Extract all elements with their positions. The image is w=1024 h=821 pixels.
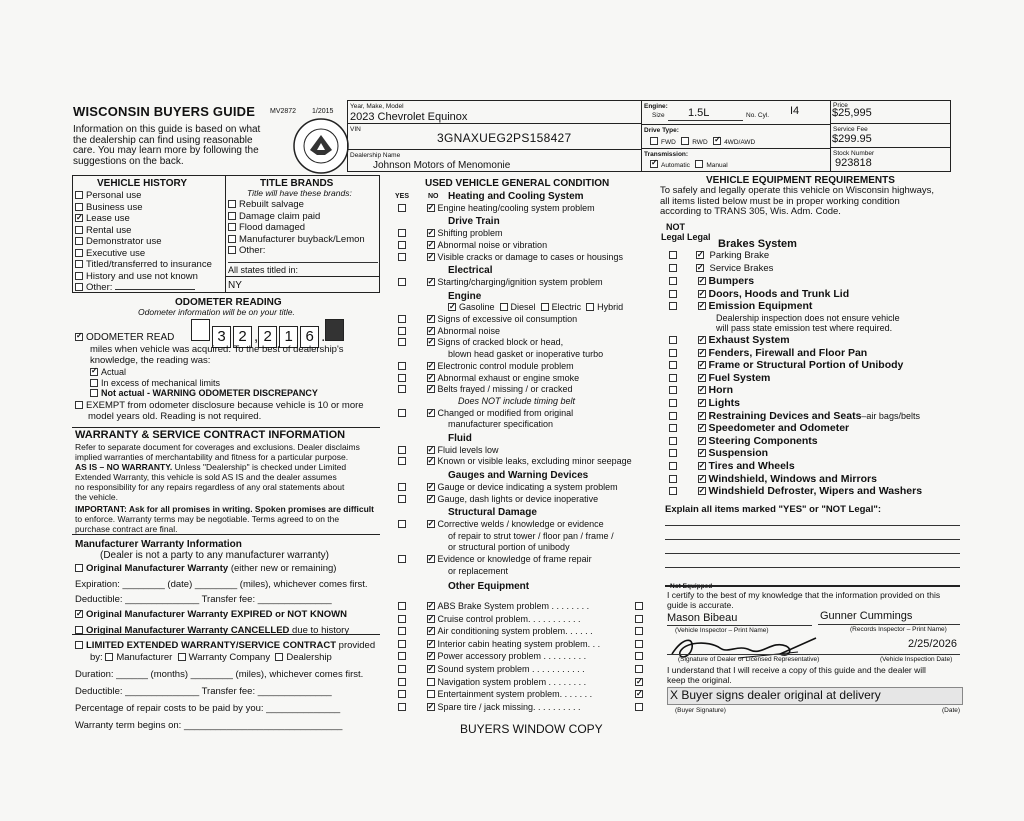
engine-label: Engine:: [644, 103, 668, 110]
cyl-label: No. Cyl.: [746, 112, 770, 119]
inspector-name: Mason Bibeau: [667, 612, 738, 624]
records-name: Gunner Cummings: [820, 610, 913, 622]
mfr-warranty-sub: (Dealer is not a party to any manufacturer warranty): [100, 550, 329, 561]
certify-text: I certify to the best of my knowledge that the information provided on this guide is accurate.: [667, 590, 941, 610]
mfr-warranty-options: Original Manufacturer Warranty (either new or remaining) Expiration: ________ (date) ________ (miles), whichever comes first. Deductible: ______________ Transfer fee: ______________ ✓Original Manufacturer Warranty EXPIRED or NOT KNOWN Original Manufacturer Warranty CANCELLED due to history: [75, 563, 368, 637]
buyers-guide-form: [60, 95, 965, 745]
not-header: NOT: [666, 222, 685, 232]
states-label: All states titled in:: [228, 265, 299, 275]
title-brands-list: Rebuilt salvage Damage claim paid Flood damaged Manufacturer buyback/Lemon Other:: [228, 199, 365, 257]
price-value: $25,995: [832, 107, 872, 119]
vin-value: 3GNAXUEG2PS158427: [437, 131, 572, 145]
trans-label: Transmission:: [644, 151, 689, 158]
odometer-exempt: EXEMPT from odometer disclosure because vehicle is 10 or more model years old. Reading is not required.: [75, 400, 364, 422]
dealer-label: Dealership Name: [350, 152, 401, 159]
fee-label: Service Fee: [833, 126, 868, 133]
trans-options: ✓Automatic Manual: [650, 160, 728, 169]
vin-label: VIN: [350, 126, 361, 133]
stock-label: Stock Number: [833, 150, 875, 157]
equipment-title: VEHICLE EQUIPMENT REQUIREMENTS: [706, 175, 895, 186]
buyer-sig-label: (Buyer Signature): [675, 707, 726, 714]
vehicle-history-title: VEHICLE HISTORY: [97, 178, 188, 189]
equipment-intro: To safely and legally operate this vehicle on Wisconsin highways, all items listed below must be in proper working condition according to TRANS 305, Wis. Adm. Code.: [660, 185, 935, 217]
cyl-value: I4: [790, 105, 800, 117]
odometer-text: miles when vehicle was acquired. To the best of dealership's knowledge, the reading was:: [90, 344, 344, 366]
condition-title: USED VEHICLE GENERAL CONDITION: [425, 178, 610, 189]
limited-warranty: LIMITED EXTENDED WARRANTY/SERVICE CONTRACT provided by: Manufacturer Warranty Company Dealership Duration: ______ (months) ________ (miles), whichever comes first. Deductible: ______________ Transfer fee: ______________ Percentage of repair costs to be paid by you: ______________ Warranty term begins on: ______________________________: [75, 640, 376, 731]
size-value: 1.5L: [688, 107, 710, 119]
legal-header: Legal Legal: [661, 232, 711, 242]
wisdot-seal-icon: [292, 117, 350, 175]
buyer-date-label: (Date): [942, 707, 961, 714]
no-header: NO: [428, 193, 439, 200]
size-label: Size: [652, 112, 665, 119]
warranty-title: WARRANTY & SERVICE CONTRACT INFORMATION: [75, 429, 346, 441]
stock-value: 923818: [835, 157, 872, 169]
ymm-label: Year, Make, Model: [350, 103, 404, 110]
dealer-value: Johnson Motors of Menomonie: [373, 160, 511, 171]
mfr-warranty-title: Manufacturer Warranty Information: [75, 539, 242, 550]
title-brands-title: TITLE BRANDS: [260, 178, 334, 189]
warranty-text: Refer to separate document for coverages and exclusions. Dealer disclaims implied warranties of merchantability and fitness for a particular purpose. AS IS – NO WARRANTY. Unless "Dealership" is checked under Limited Extended Warranty, this vehicle is sold AS IS and the dealer assumes no responsibility for any repairs regardless of any oral statements about the vehicle. IMPORTANT: Ask for all promises in writing. Spoken promises are difficult to enforce. Warranty terms may be negotiable. Terms agreed to on the purchase contract are final.: [75, 442, 374, 534]
other-equipment-list: ✓ABS Brake System problem . . . . . . . . ✓Cruise control problem. . . . . . . . . . . ✓Air conditioning system problem. . . . . . ✓Interior cabin heating system problem. . . ✓Power accessory problem . . . . . . . . . ✓Sound system problem . . . . . . . . . . . Navigation system problem . . . . . . . . ✓ Entertainment system problem. . . . . . . ✓ ✓Spare tire / jack missing. . . . . . . . . .: [398, 600, 718, 713]
condition-list: Heating and Cooling System ✓Engine heating/cooling system problem Drive Train ✓Shifting problem ✓Abnormal noise or vibration ✓Visible cracks or damage to cases or housings Electrical ✓Starting/charging/ignition system problem Engine ✓Gasoline Diesel Electric Hybrid ✓Signs of excessive oil consumption ✓Abnormal noise ✓Signs of cracked block or head, blown head gasket or inoperative turbo ✓Electronic control module problem ✓Abnormal exhaust or engine smoke ✓Belts frayed / missing / or cracked Does NOT include timing belt ✓Changed or modified from original manufacturer specification Fluid ✓Fluid levels low ✓Known or visible leaks, excluding minor seepage Gauges and Warning Devices ✓Gauge or device indicating a system problem ✓Gauge, dash lights or device inoperative Structural Damage ✓Corrective welds / knowledge or evidence of repair to strut tower / floor pan / frame / or structural portion of unibody ✓Evidence or knowledge of frame repair or replacement Other Equipment Not Equipped: [398, 191, 738, 592]
vehicle-history-list: Personal use Business use ✓Lease use Rental use Demonstrator use Executive use Titled/transferred to insurance History and use not known Other:: [75, 190, 212, 294]
brakes-title: Brakes System: [718, 238, 797, 250]
fee-value: $299.95: [832, 133, 872, 145]
explain-label: Explain all items marked "YES" or "NOT Legal":: [665, 504, 881, 515]
window-copy-label: BUYERS WINDOW COPY: [460, 722, 603, 736]
yes-header: YES: [395, 193, 410, 200]
states-value: NY: [228, 280, 242, 291]
odometer-options: ✓Actual In excess of mechanical limits Not actual - WARNING ODOMETER DISCREPANCY: [90, 367, 318, 399]
odometer-title: ODOMETER READING: [175, 297, 282, 308]
form-date: 1/2015: [312, 108, 334, 115]
title-brands-subtitle: Title will have these brands:: [247, 188, 352, 198]
form-number: MV2872: [270, 108, 297, 115]
records-label: (Records Inspector – Print Name): [850, 626, 947, 633]
understand-text: I understand that I will receive a copy of this guide and the dealer will keep the original.: [667, 665, 926, 685]
drive-label: Drive Type:: [644, 127, 679, 134]
inspection-date-label: (Vehicle Inspection Date): [880, 656, 953, 663]
drive-options: FWD RWD ✓ 4WD/AWD: [650, 137, 755, 146]
odometer-digits: 3 2 , 2 1 6 .: [191, 319, 346, 348]
odometer-subtitle: Odometer information will be on your title.: [138, 307, 295, 317]
odometer-read-label: ✓ODOMETER READ: [75, 332, 174, 344]
form-title: WISCONSIN BUYERS GUIDE: [73, 104, 256, 119]
buyer-signature-text: X Buyer signs dealer original at delivery: [670, 688, 881, 702]
inspector-label: (Vehicle Inspector – Print Name): [675, 627, 769, 634]
dealer-sig-label: (Signature of Dealer or Licensed Representative): [678, 656, 820, 663]
inspection-date-value: 2/25/2026: [908, 638, 957, 650]
info-text: Information on this guide is based on what the dealership can find using reasonable care. You may learn more by following the suggestions on the back.: [73, 124, 261, 167]
ymm-value: 2023 Chevrolet Equinox: [350, 111, 468, 123]
equipment-list: ✓ Parking Brake ✓ Service Brakes ✓Bumpers ✓Doors, Hoods and Trunk Lid ✓Emission Equipment Dealership inspection does not ensure vehicle will pass state emission test where required. ✓Exhaust System ✓Fenders, Firewall and Floor Pan ✓Frame or Structural Portion of Unibody ✓Fuel System ✓Horn ✓Lights ✓Restraining Devices and Seats–air bags/belts ✓Speedometer and Odometer ✓Steering Components ✓Suspension ✓Tires and Wheels ✓Windshield, Windows and Mirrors ✓Windshield Defroster, Wipers and Washers: [669, 250, 922, 498]
price-label: Price: [833, 102, 848, 109]
